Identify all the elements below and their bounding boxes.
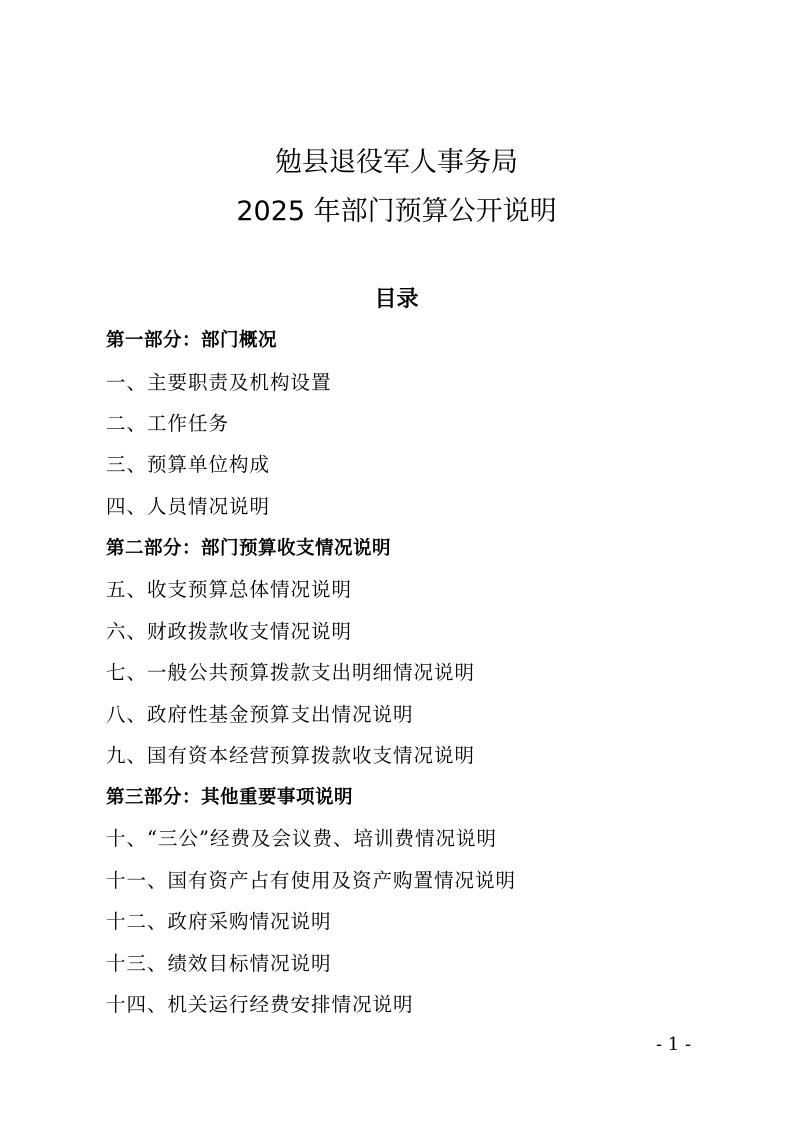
document-title-line-2: 2025 年部门预算公开说明	[236, 196, 557, 227]
toc-item-3: 三、预算单位构成	[106, 453, 271, 476]
toc-item-10: 十、“三公”经费及会议费、培训费情况说明	[106, 827, 497, 850]
toc-heading: 目录	[374, 287, 419, 312]
toc-item-4: 四、人员情况说明	[106, 495, 271, 518]
toc-item-14: 十四、机关运行经费安排情况说明	[106, 993, 414, 1016]
toc-item-2: 二、工作任务	[106, 412, 230, 435]
page-number: - 1 -	[656, 1034, 692, 1055]
toc-part-2: 第二部分：部门预算收支情况说明	[106, 538, 392, 559]
toc-item-12: 十二、政府采购情况说明	[106, 910, 332, 933]
document-title-line-1: 勉县退役军人事务局	[275, 147, 518, 178]
toc-part-1: 第一部分：部门概况	[106, 330, 278, 351]
toc-item-1: 一、主要职责及机构设置	[106, 371, 332, 394]
toc-item-6: 六、财政拨款收支情况说明	[106, 620, 353, 643]
toc-item-13: 十三、绩效目标情况说明	[106, 952, 332, 975]
toc-item-5: 五、收支预算总体情况说明	[106, 578, 353, 601]
toc-item-7: 七、一般公共预算拨款支出明细情况说明	[106, 661, 476, 684]
toc-item-9: 九、国有资本经营预算拨款收支情况说明	[106, 744, 476, 767]
toc-item-8: 八、政府性基金预算支出情况说明	[106, 703, 414, 726]
toc-item-11: 十一、国有资产占有使用及资产购置情况说明	[106, 869, 517, 892]
toc-part-3: 第三部分：其他重要事项说明	[106, 787, 354, 808]
